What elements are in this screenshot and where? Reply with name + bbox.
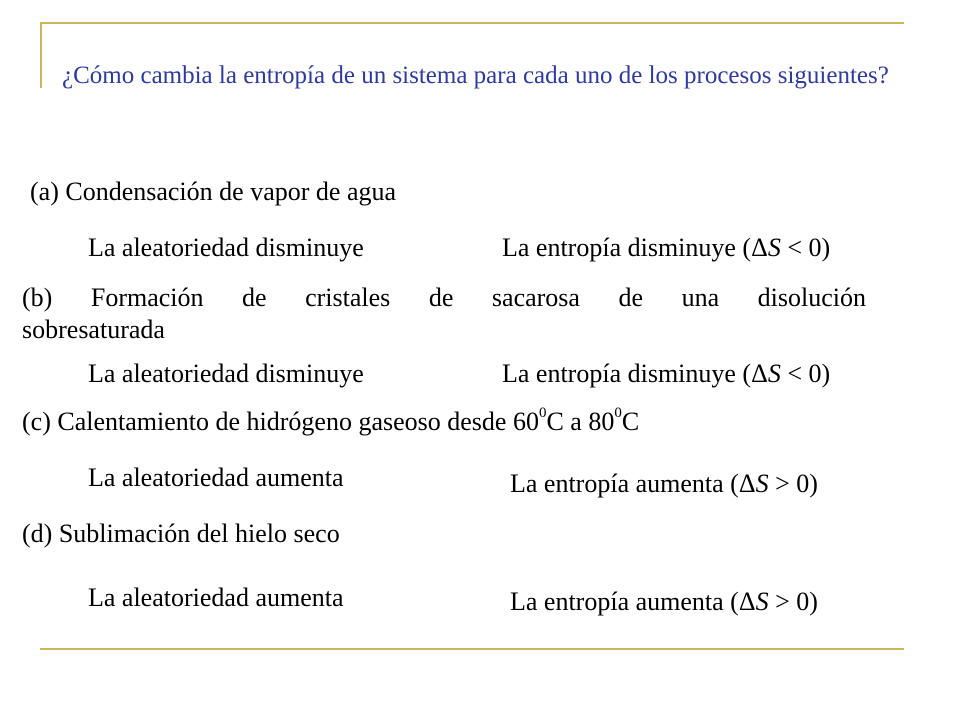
- randomness-d: La aleatoriedad aumenta: [88, 583, 344, 612]
- randomness-c: La aleatoriedad aumenta: [88, 463, 344, 492]
- randomness-b: La aleatoriedad disminuye: [88, 359, 364, 388]
- question-c: (c) Calentamiento de hidrógeno gaseoso desde $60^0C$ a $80^0C$: [22, 405, 640, 436]
- question-d: (d) Sublimación del hielo seco: [22, 519, 340, 548]
- left-rule: [40, 22, 42, 88]
- entropy-a: La entropía disminuye (ΔS < 0): [502, 233, 831, 262]
- top-rule: [40, 22, 904, 24]
- bottom-rule: [40, 648, 904, 650]
- entropy-b: La entropía disminuye (ΔS < 0): [502, 359, 831, 388]
- entropy-c: La entropía aumenta (ΔS > 0): [510, 469, 818, 498]
- question-a: (a) Condensación de vapor de agua: [30, 177, 397, 206]
- question-b: (b) Formación de cristales de sacarosa de una disolución sobresaturada: [22, 283, 866, 344]
- slide-title: ¿Cómo cambia la entropía de un sistema para cada uno de los procesos siguientes?: [62, 62, 889, 89]
- entropy-d: La entropía aumenta (ΔS > 0): [510, 587, 818, 616]
- randomness-a: La aleatoriedad disminuye: [88, 233, 364, 262]
